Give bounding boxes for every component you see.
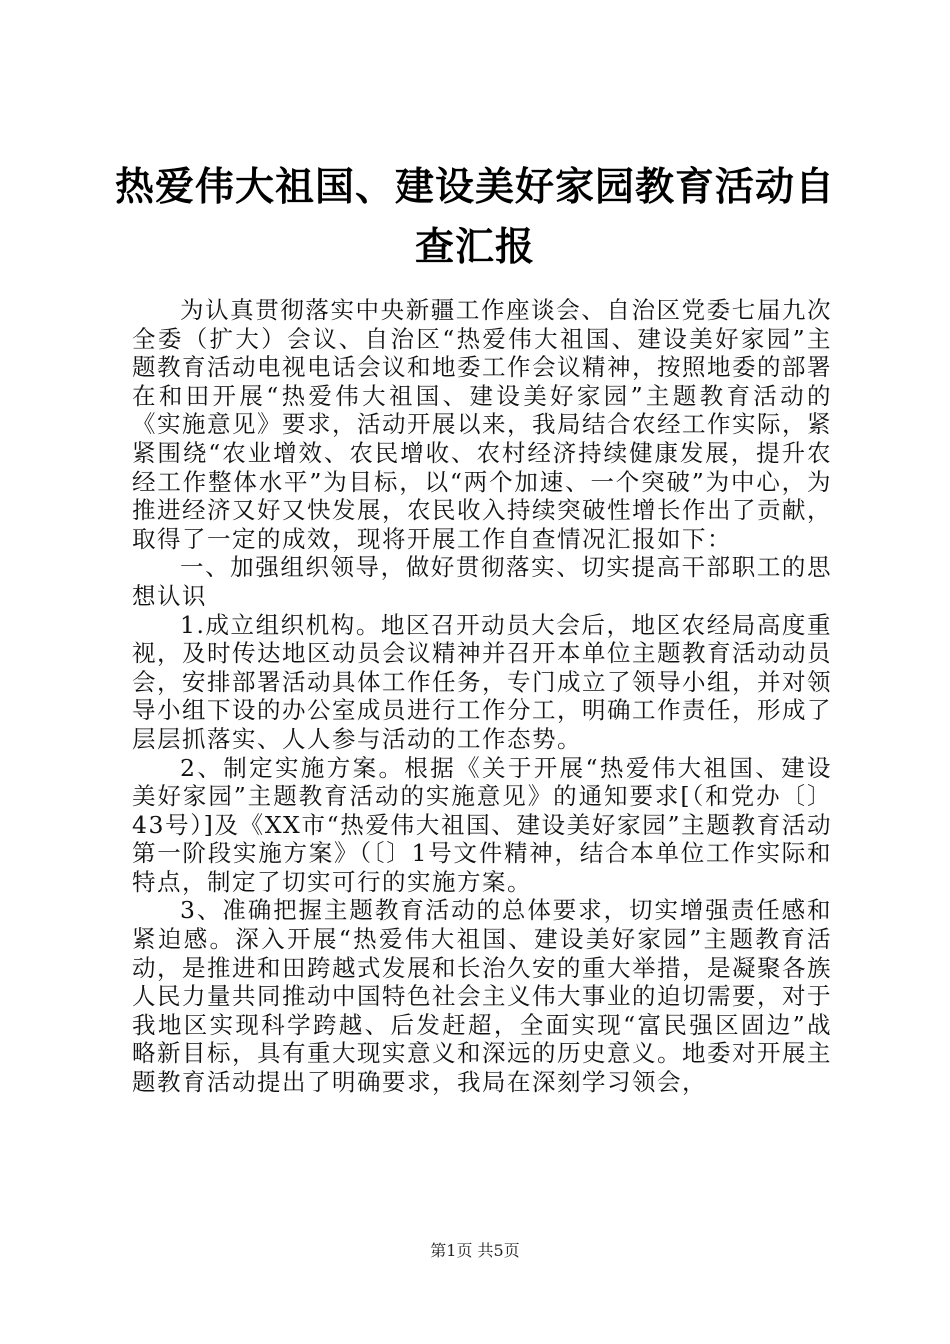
page-number-footer: 第1页 共5页 [430,1241,520,1260]
document-title: 热爱伟大祖国、建设美好家园教育活动自查汇报 [114,165,835,270]
item-paragraph-3: 3、准确把握主题教育活动的总体要求，切实增强责任感和紧迫感。深入开展“热爱伟大祖国、建设美好家园”主题教育活动，是推进和田跨越式发展和长治久安的重大举措，是凝聚各族人民力量共同推动中国特色社会主义伟大事业的迫切需要，对于我地区实现科学跨越、后发赶超，全面实现“富民强区固边”战略新目标，具有重大现实意义和深远的历史意义。地委对开展主题教育活动提出了明确要求，我局在深刻学习领会， [132,896,832,1097]
document-body [132,296,832,1097]
section-heading-1: 一、加强组织领导，做好贯彻落实、切实提高干部职工的思想认识 [132,553,832,610]
intro-paragraph: 为认真贯彻落实中央新疆工作座谈会、自治区党委七届九次全委（扩大）会议、自治区“热爱伟大祖国、建设美好家园”主题教育活动电视电话会议和地委工作会议精神，按照地委的部署在和田开展“热爱伟大祖国、建设美好家园”主题教育活动的《实施意见》要求，活动开展以来，我局结合农经工作实际，紧紧围绕“农业增效、农民增收、农村经济持续健康发展，提升农经工作整体水平”为目标，以“两个加速、一个突破”为中心，为推进经济又好又快发展，农民收入持续突破性增长作出了贡献，取得了一定的成效，现将开展工作自查情况汇报如下： [132,296,832,553]
item-paragraph-2: 2、制定实施方案。根据《关于开展“热爱伟大祖国、建设美好家园”主题教育活动的实施意见》的通知要求[（和党办〔〕43号）]及《XX市“热爱伟大祖国、建设美好家园”主题教育活动第一阶段实施方案》（〔〕1号文件精神，结合本单位工作实际和特点，制定了切实可行的实施方案。 [132,753,832,896]
item-paragraph-1: 1.成立组织机构。地区召开动员大会后，地区农经局高度重视，及时传达地区动员会议精神并召开本单位主题教育活动动员会，安排部署活动具体工作任务，专门成立了领导小组，并对领导小组下设的办公室成员进行工作分工，明确工作责任，形成了层层抓落实、人人参与活动的工作态势。 [132,610,832,753]
